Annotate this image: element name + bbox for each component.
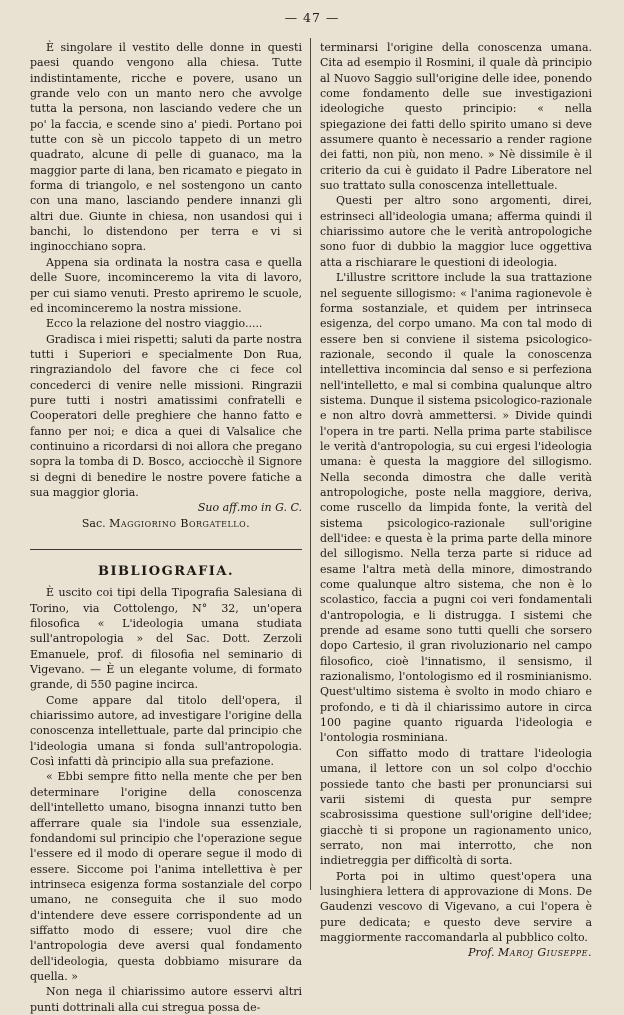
left-column: [30, 40, 302, 1015]
paragraph: Ecco la relazione del nostro viaggio.....: [46, 317, 263, 331]
page-number: — 47 —: [284, 10, 340, 25]
signature-name: Maggiorino Borgatello.: [109, 516, 251, 530]
paragraph: terminarsi l'origine della conoscenza umana. Cita ad esempio il Rosmini, il quale dà principio al Nuovo Saggio sull'origine delle idee, ponendo come fondamento delle sue investigazioni ideologiche questo principio: « nella spiegazione dei fatti dello spirito umano si deve assumere quanto è necessario a render ragione dei fatti, non più, non meno. » Nè dissimile è il criterio da cui è guidato il Padre Liberatore nel suo trattato sulla conoscenza intellettuale.: [320, 41, 592, 193]
section-title: BIBLIOGRAFIA.: [97, 564, 235, 579]
paragraph: Appena sia ordinata la nostra casa e quella delle Suore, incominceremo la vita di lavoro, per cui siamo venuti. Presto apriremo le scuole, ed incominceremo la nostra missione.: [30, 255, 302, 315]
section-separator: [30, 549, 302, 550]
paragraph: Porta poi in ultimo quest'opera una lusinghiera lettera di approvazione di Mons. De Gaudenzi vescovo di Vigevano, a cui l'opera è pure dedicata; e questo deve servire a maggiormente raccomandarla al pubblico colto.: [320, 869, 592, 944]
paragraph: È uscito coi tipi della Tipografia Salesiana di Torino, via Cottolengo, N° 32, un'opera filosofica « L'ideologia umana studiata sull'antropologia » del Sac. Dott. Zerzoli Emanuele, prof. di filosofia nel seminario di Vigevano. — È un elegante volume, di formato grande, di 550 pagine incirca.: [30, 586, 302, 692]
signature-prefix: Sac.: [81, 516, 106, 530]
paragraph: Non nega il chiarissimo autore esservi altri punti dottrinali alla cui stregua possa de-: [30, 985, 302, 1014]
paragraph: Come appare dal titolo dell'opera, il chiarissimo autore, ad investigare l'origine della conoscenza intellettuale, parte dal principio che l'ideologia umana si fonda sull'antropologia. Così infatti dà principio alla sua prefazione.: [30, 693, 302, 769]
paragraph: Con siffatto modo di trattare l'ideologia umana, il lettore con un sol colpo d'occhio possiede tanto che basti per pronunciarsi sui varii sistemi di questa pur sempre scabrosissima questione sull'origine dell'idee; giacchè ti si propone un ragionamento unico, serrato, non mai interrotto, che non indietreggia per difficoltà di sorta.: [320, 746, 592, 868]
letter-signature: [30, 516, 302, 531]
signature-prefix: Prof.: [468, 946, 495, 960]
paragraph: È singolare il vestito delle donne in questi paesi quando vengono alla chiesa. Tutte indistintamente, ricche e povere, usano un grande velo con un manto nero che avvolge tutta la persona, non lasciando vedere che un po' la faccia, e scende sino a' piedi. Portano poi tutte con sè un piccolo tappeto di un metro quadrato, alcune di pelle di guanaco, ma la maggior parte di lana, ben ricamato e piegato in forma di triangolo, e nel sostengono un canto con una mano, lasciando pendere innanzi gli altri due. Giunte in chiesa, non usandosi qui i banchi, lo distendono per terra e vi si inginocchiano sopra.: [30, 41, 302, 254]
paragraph: Gradisca i miei rispetti; saluti da parte nostra tutti i Superiori e specialmente Don Rua, ringraziandolo del favore che ci fece col concederci di venire nelle missioni. Ringrazii pure tutti i nostri amatissimi confratelli e Cooperatori delle preghiere che hanno fatto e fanno per noi; e dica a quei di Valsalice che continuino a ricordarsi di noi allora che pregano sopra la tomba di D. Bosco, acciocchè il Signore si degni di benedire le nostre povere fatiche a sua maggior gloria.: [30, 332, 302, 499]
paragraph: L'illustre scrittore include la sua trattazione nel seguente sillogismo: « l'anima ragionevole è forma sostanziale, et quidem per intrinseca esigenza, del corpo umano. Ma con tal modo di essere ben si conviene il sistema psicologico-razionale, secondo il quale la conoscenza intellettiva incomincia dal senso e si perfeziona nell'intelletto, e mal si combina qualunque altro sistema. Dunque il sistema psicologico-razionale e non altro dovrà ammettersi. » Divide quindi l'opera in tre parti. Nella prima parte stabilisce le verità d'antropologia, su cui ergesi l'ideologia umana: è questa la maggiore del sillogismo. Nella seconda dimostra che dalle verità antropologiche, poste nella maggiore, deriva, come ruscello da limpida fonte, la verità del sistema psicologico-razionale sull'origine dell'idee: e questa è la prima parte della minore del sillogismo. Nella terza parte si riduce ad esame l'altra metà della minore, dimostrando come qualunque altro sistema, che non è lo scolastico, faccia a pugni coi veri fondamentali d'antropologia, e li distrugga. I sistemi che prende ad esame sono tutti quelli che sorsero dopo Cartesio, il gran rivoluzionario nel campo filosofico, cioè l'innatismo, il sensismo, il razionalismo, l'ontologismo ed il rosminianismo. Quest'ultimo sistema è svolto in modo chiaro e profondo, e ti dà il chiarissimo autore in circa 100 pagine quanto riguarda l'ideologia e l'ontologia rosminiana.: [320, 271, 592, 745]
right-column: [320, 40, 592, 961]
signature-name: Maroj Giuseppe.: [498, 946, 592, 960]
column-divider: [310, 38, 311, 890]
review-signature: [320, 945, 592, 960]
paragraph: « Ebbi sempre fitto nella mente che per ben determinare l'origine della conoscenza dell'intelletto umano, bisogna innanzi tutto ben afferrare quale sia l'indole sua essenziale, fondandomi sul principio che l'operazione segue l'essere ed il modo di operare segue il modo di essere. Siccome poi l'anima intellettiva è per intrinseca esigenza forma sostanziale del corpo umano, ne conseguita che il suo modo d'intendere deve essere corrispondente ad un siffatto modo di essere; vuol dire che l'antropologia deve aversi qual fondamento dell'ideologia, questa dobbiamo misurare da quella. »: [30, 770, 302, 983]
letter-closing: Suo aff.mo in G. C.: [197, 501, 302, 515]
paragraph: Questi per altro sono argomenti, direi, estrinseci all'ideologia umana; afferma quindi il chiarissimo autore che le verità antropologiche sono fuor di dubbio la maggior luce oggettiva atta a rischiarare le questioni di ideologia.: [320, 194, 592, 269]
